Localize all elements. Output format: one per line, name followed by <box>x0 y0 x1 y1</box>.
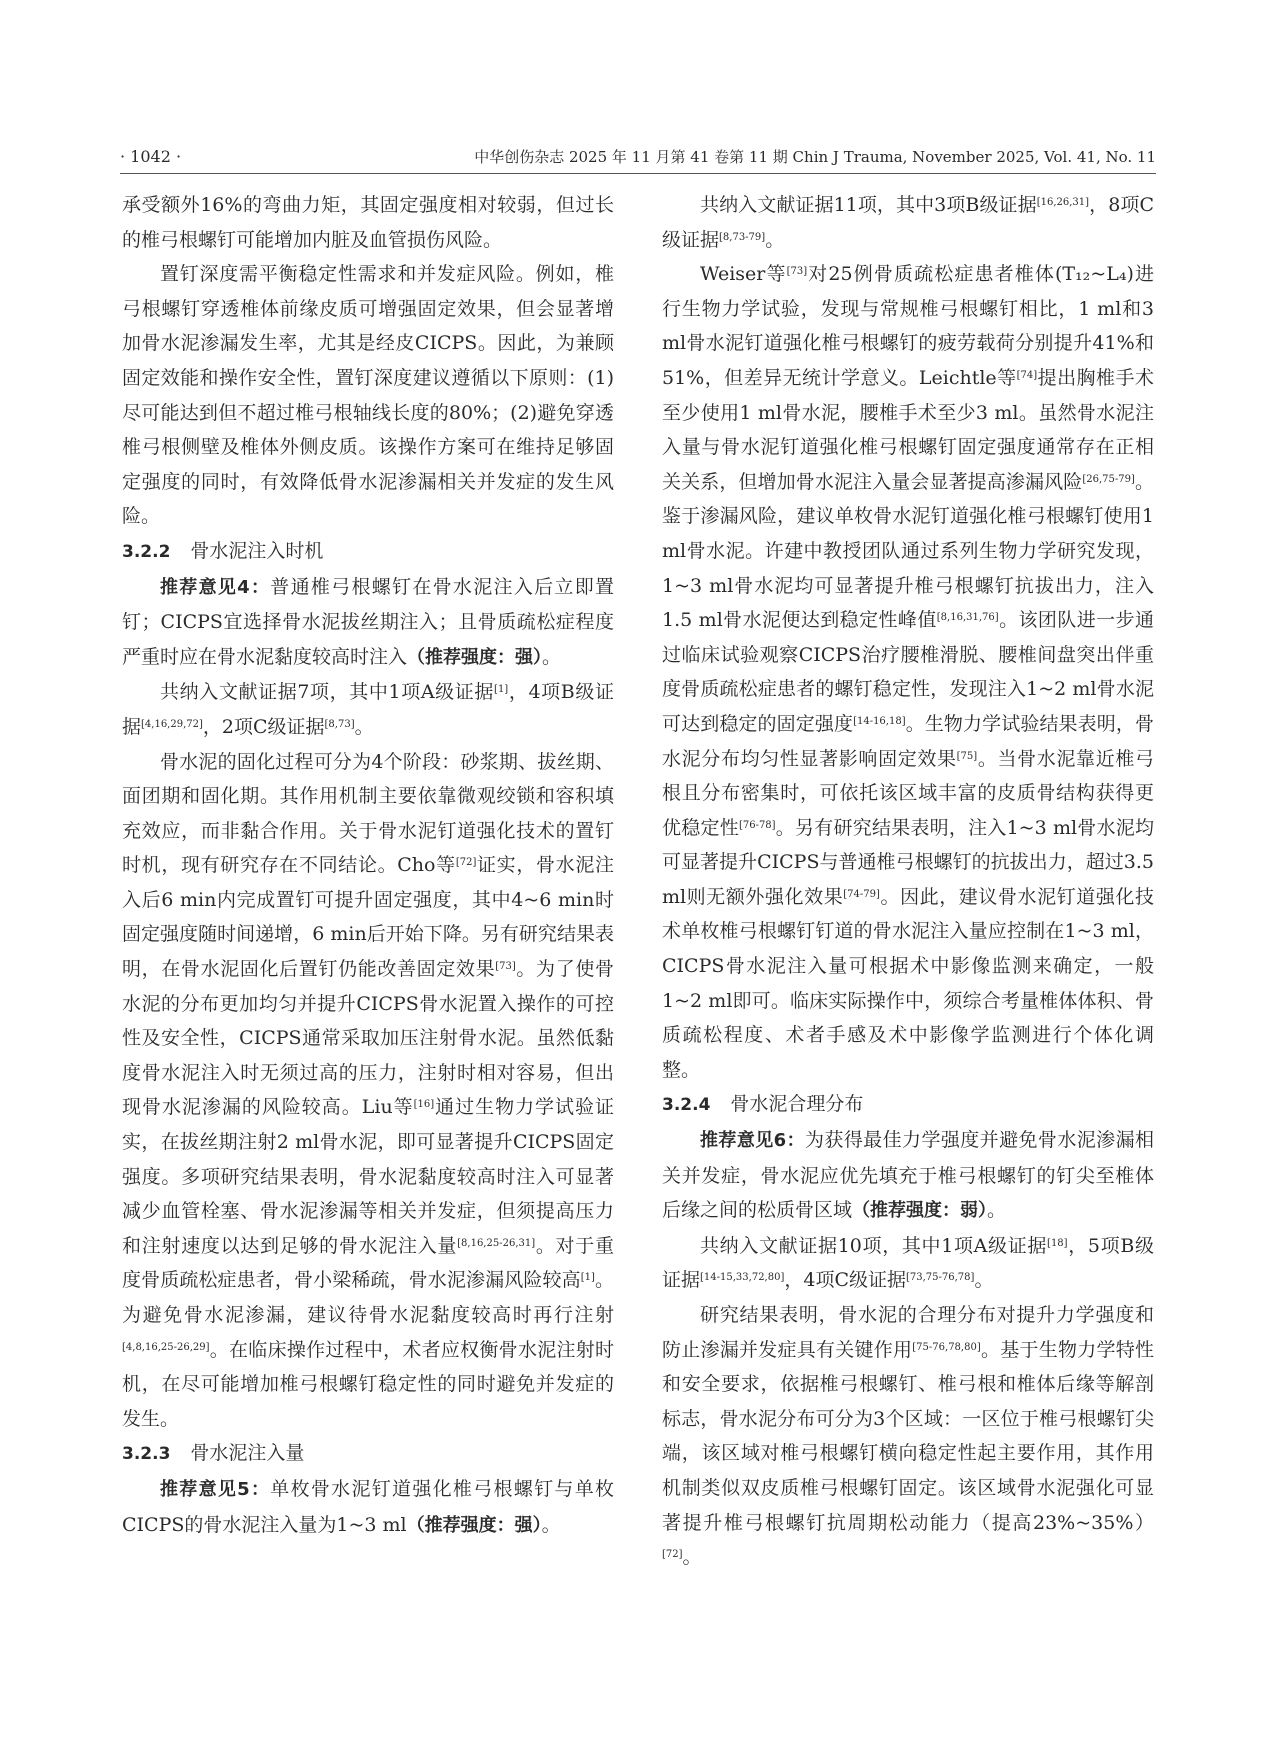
citation: [75-76,78,80] <box>912 1341 981 1353</box>
recommendation-6: 推荐意见6：为获得最佳力学强度并避免骨水泥渗漏相关并发症，骨水泥应优先填充于椎弓根螺钉的钉尖至椎体后缘之间的松质骨区域（推荐强度：弱）。 <box>662 1129 1154 1222</box>
section-title: 骨水泥注入量 <box>190 1442 305 1465</box>
citation: [73] <box>786 266 808 278</box>
citation: [75] <box>956 750 978 762</box>
evidence-summary-6: 共纳入文献证据10项，其中1项A级证据[18]，5项B级证据[14-15,33,72,80]，4项C级证据[73,75-76,78]。 <box>662 1234 1154 1292</box>
citation: [4,16,29,72] <box>141 718 203 730</box>
citation: [73,75-76,78] <box>906 1272 975 1284</box>
recommendation-strength: （推荐强度：强） <box>407 646 543 668</box>
section-number: 3.2.3 <box>122 1444 171 1465</box>
recommendation-strength: （推荐强度：强） <box>406 1514 542 1536</box>
citation: [72] <box>662 1549 683 1561</box>
section-number: 3.2.2 <box>122 541 171 562</box>
paragraph-screw-depth: 置钉深度需平衡稳定性需求和并发症风险。例如，椎弓根螺钉穿透椎体前缘皮质可增强固定效果，但会显著增加骨水泥渗漏发生率，尤其是经皮CICPS。因此，为兼顾固定效能和操作安全性，置钉深度建议遵循以下原则：(1)尽可能达到但不超过椎弓根轴线长度的80%；(2)避免穿透椎弓根侧壁及椎体外侧皮质。该操作方案可在维持足够固定强度的同时，有效降低骨水泥渗漏相关并发症的发生风险。 <box>122 263 614 528</box>
evidence-summary-5: 共纳入文献证据11项，其中3项B级证据[16,26,31]，8项C级证据[8,73-79]。 <box>662 194 1154 251</box>
citation: [18] <box>1047 1237 1068 1249</box>
section-number: 3.2.4 <box>662 1095 711 1116</box>
citation: [8,73] <box>324 718 355 730</box>
citation: [1] <box>494 684 509 696</box>
section-title: 骨水泥合理分布 <box>730 1093 864 1116</box>
citation: [14-15,33,72,80] <box>700 1272 785 1284</box>
citation: [1] <box>580 1272 595 1284</box>
paragraph-cement-curing: 骨水泥的固化过程可分为4个阶段：砂浆期、拔丝期、面团期和固化期。其作用机制主要依靠微观绞锁和容积填充效应，而非黏合作用。关于骨水泥钉道强化技术的置钉时机，现有研究存在不同结论。Cho等[72]证实，骨水泥注入后6 min内完成置钉可提升固定强度，其中4~6 min时固定强度随时间递增，6 min后开始下降。另有研究结果表明，在骨水泥固化后置钉仍能改善固定效果[73]。为了使骨水泥的分布更加均匀并提升CICPS骨水泥置入操作的可控性及安全性，CICPS通常采取加压注射骨水泥。虽然低黏度骨水泥注入时无须过高的压力，注射时相对容易，但出现骨水泥渗漏的风险较高。Liu等[16]通过生物力学试验证实，在拔丝期注射2 ml骨水泥，即可显著提升CICPS固定强度。多项研究结果表明，骨水泥黏度较高时注入可显著减少血管栓塞、骨水泥渗漏等相关并发症，但须提高压力和注射速度以达到足够的骨水泥注入量[8,16,25-26,31]。对于重度骨质疏松症患者，骨小梁稀疏，骨水泥渗漏风险较高[1]。为避免骨水泥渗漏，建议待骨水泥黏度较高时再行注射[4,8,16,25-26,29]。在临床操作过程中，术者应权衡骨水泥注射时机，在尽可能增加椎弓根螺钉稳定性的同时避免并发症的发生。 <box>122 750 614 1430</box>
citation: [8,73-79] <box>719 231 766 243</box>
citation: [8,16,25-26,31] <box>457 1237 536 1249</box>
paragraph-cement-amount: Weiser等[73]对25例骨质疏松症患者椎体(T₁₂~L₄)进行生物力学试验，发现与常规椎弓根螺钉相比，1 ml和3 ml骨水泥钉道强化椎弓根螺钉的疲劳载荷分别提升41%和51%，但差异无统计学意义。Leichtle等[74]提出胸椎手术至少使用1 ml骨水泥，腰椎手术至少3 ml。虽然骨水泥注入量与骨水泥钉道强化椎弓根螺钉固定强度通常存在正相关关系，但增加骨水泥注入量会显著提高渗漏风险[26,75-79]。鉴于渗漏风险，建议单枚骨水泥钉道强化椎弓根螺钉使用1 ml骨水泥。许建中教授团队通过系列生物力学研究发现，1~3 ml骨水泥均可显著提升椎弓根螺钉抗拔出力，注入1.5 ml骨水泥便达到稳定性峰值[8,16,31,76]。该团队进一步通过临床试验观察CICPS治疗腰椎滑脱、腰椎间盘突出伴重度骨质疏松症患者的螺钉稳定性，发现注入1~2 ml骨水泥可达到稳定的固定强度[14-16,18]。生物力学试验结果表明，骨水泥分布均匀性显著影响固定效果[75]。当骨水泥靠近椎弓根且分布密集时，可依托该区域丰富的皮质骨结构获得更优稳定性[76-78]。另有研究结果表明，注入1~3 ml骨水泥均可显著提升CICPS与普通椎弓根螺钉的抗拔出力，超过3.5 ml则无额外强化效果[74-79]。因此，建议骨水泥钉道强化技术单枚椎弓根螺钉钉道的骨水泥注入量应控制在1~3 ml，CICPS骨水泥注入量可根据术中影像监测来确定，一般1~2 ml即可。临床实际操作中，须综合考量椎体体积、骨质疏松程度、术者手感及术中影像学监测进行个体化调整。 <box>662 263 1154 1081</box>
citation: [8,16,31,76] <box>936 612 999 624</box>
running-header <box>120 142 1156 174</box>
citation: [74] <box>1016 369 1038 381</box>
paragraph-screw-length: 承受额外16%的弯曲力矩，其固定强度相对较弱，但过长的椎弓根螺钉可能增加内脏及血管损伤风险。 <box>122 194 614 251</box>
header-rule <box>120 173 1156 174</box>
recommendation-label: 推荐意见5： <box>160 1478 271 1500</box>
recommendation-4: 推荐意见4：普通椎弓根螺钉在骨水泥注入后立即置钉；CICPS宜选择骨水泥拔丝期注入；且骨质疏松症程度严重时应在骨水泥黏度较高时注入（推荐强度：强）。 <box>122 575 614 668</box>
citation: [16,26,31] <box>1036 197 1090 208</box>
section-heading-3-2-3 <box>122 1436 614 1472</box>
citation: [4,8,16,25-26,29] <box>122 1341 210 1353</box>
citation: [76-78] <box>738 819 776 831</box>
paragraph-cement-distribution: 研究结果表明，骨水泥的合理分布对提升力学强度和防止渗漏并发症具有关键作用[75-76,78,80]。基于生物力学特性和安全要求，依据椎弓根螺钉、椎弓根和椎体后缘等解剖标志，骨水泥分布可分为3个区域：一区位于椎弓根螺钉尖端，该区域对椎弓根螺钉横向稳定性起主要作用，其作用机制类似双皮质椎弓根螺钉固定。该区域骨水泥强化可显著提升椎弓根螺钉抗周期松动能力（提高23%~35%）[72]。 <box>662 1304 1154 1569</box>
citation: [14-16,18] <box>853 715 906 727</box>
citation: [26,75-79] <box>1082 473 1135 485</box>
recommendation-label: 推荐意见4： <box>160 576 271 598</box>
recommendation-strength: （推荐强度：弱） <box>852 1200 988 1222</box>
recommendation-5: 推荐意见5：单枚骨水泥钉道强化椎弓根螺钉与单枚CICPS的骨水泥注入量为1~3 ml（推荐强度：强）。 <box>122 1477 614 1536</box>
section-heading-3-2-4 <box>662 1087 1154 1123</box>
journal-citation: 中华创伤杂志 2025 年 11 月第 41 卷第 11 期 Chin J Trauma, November 2025, Vol. 41, No. 11 <box>474 148 1156 166</box>
section-heading-3-2-2 <box>122 534 614 570</box>
right-column <box>662 188 1154 1708</box>
left-column <box>122 188 614 1708</box>
section-title: 骨水泥注入时机 <box>190 539 324 562</box>
citation: [16] <box>413 1099 435 1111</box>
citation: [73] <box>495 961 516 973</box>
evidence-summary-4: 共纳入文献证据7项，其中1项A级证据[1]，4项B级证据[4,16,29,72]，2项C级证据[8,73]。 <box>122 681 614 738</box>
page-number: · 1042 · <box>120 147 182 166</box>
citation: [74-79] <box>843 888 880 900</box>
citation: [72] <box>455 857 477 869</box>
recommendation-label: 推荐意见6： <box>700 1130 805 1152</box>
